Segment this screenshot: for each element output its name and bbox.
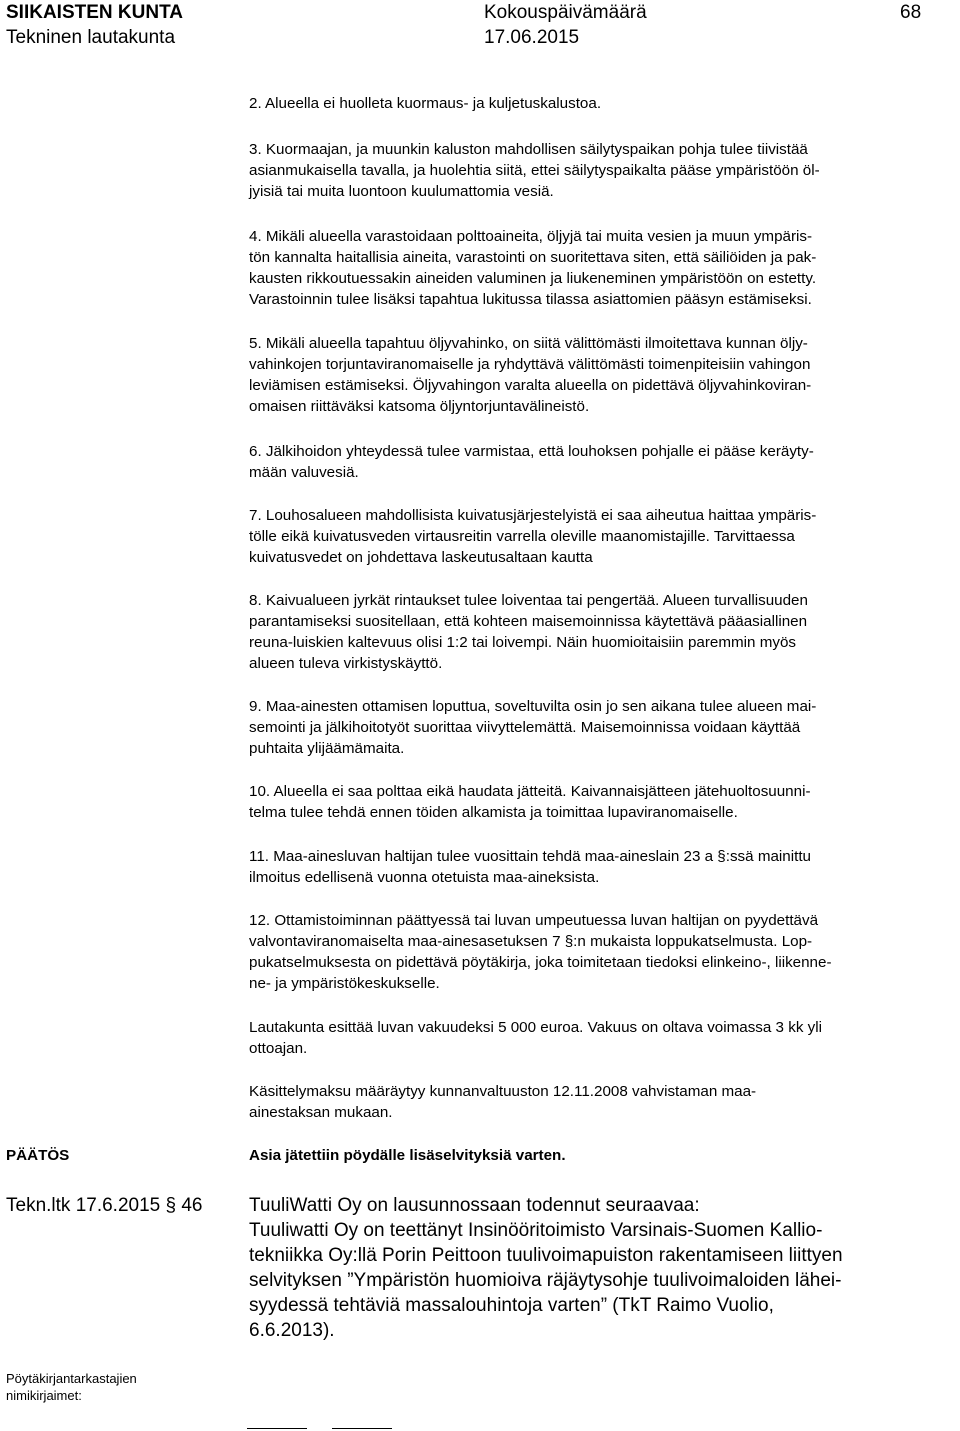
condition-6 <box>249 441 949 483</box>
text-line: 11. Maa-ainesluvan haltijan tulee vuosittain tehdä maa-aineslain 23 a §:ssä mainittu <box>249 848 811 865</box>
text-line: leviämisen estämiseksi. Öljyvahingon varalta alueella on pidettävä öljyvahinkoviran- <box>249 377 812 394</box>
text-line: jyisiä tai muita luontoon kuulumattomia vesiä. <box>249 183 554 200</box>
condition-7 <box>249 505 949 568</box>
text-line: Lautakunta esittää luvan vakuudeksi 5 000 euroa. Vakuus on oltava voimassa 3 kk yli <box>249 1019 822 1036</box>
text-line: semointi ja jälkihoitotyöt suorittaa viivyttelemättä. Maisemoinnissa voidaan käyttää <box>249 719 801 736</box>
text-line: telma tulee tehdä ennen töiden alkamista ja toimittaa lupaviranomaiselle. <box>249 804 738 821</box>
text-line: ottoajan. <box>249 1040 308 1057</box>
text-line: tölle eikä kuivatusveden virtausreitin varrella oleville maanomistajille. Tarvittaessa <box>249 528 795 545</box>
text-line: ilmoitus edellisenä vuonna otetuista maa-aineksista. <box>249 869 600 886</box>
meeting-date-label: Kokouspäivämäärä <box>484 2 647 23</box>
text-line: Käsittelymaksu määräytyy kunnanvaltuuston 12.11.2008 vahvistaman maa- <box>249 1083 757 1100</box>
board-name: Tekninen lautakunta <box>6 27 176 48</box>
text-line: Tuuliwatti Oy on teettänyt Insinööritoimisto Varsinais-Suomen Kallio- <box>249 1220 823 1241</box>
page-number: 68 <box>900 2 922 23</box>
text-line: 8. Kaivualueen jyrkät rintaukset tulee loiventaa tai pengertää. Alueen turvallisuuden <box>249 592 808 609</box>
text-line: asianmukaisella tavalla, ja huolehtia siitä, ettei säilytyspaikalta pääse ympäristöön öl- <box>249 162 820 179</box>
deposit-paragraph <box>249 1017 949 1059</box>
signature-line <box>332 1428 392 1429</box>
condition-8 <box>249 590 949 674</box>
text-line: kuivatusvedet on johdettava laskeutusaltaan kautta <box>249 549 593 566</box>
text-line: 6. Jälkihoidon yhteydessä tulee varmistaa, että louhoksen pohjalle ei pääse keräyty- <box>249 443 814 460</box>
condition-5 <box>249 333 949 417</box>
inspectors-initials-label <box>6 1370 137 1404</box>
text-line: valvontaviranomaiselta maa-ainesasetuksen 7 §:n mukaista loppukatselmusta. Lop- <box>249 933 813 950</box>
signature-line <box>247 1428 307 1429</box>
text-line: 7. Louhosalueen mahdollisista kuivatusjärjestelyistä ei saa aiheutua haittaa ympäris- <box>249 507 817 524</box>
condition-4 <box>249 226 949 310</box>
section-reference: Tekn.ltk 17.6.2015 § 46 <box>6 1195 203 1216</box>
text-line: 9. Maa-ainesten ottamisen loputtua, soveltuvilta osin jo sen aikana tulee alueen mai- <box>249 698 817 715</box>
text-line: TuuliWatti Oy on lausunnossaan todennut seuraavaa: <box>249 1195 700 1216</box>
text-line: 3. Kuormaajan, ja muunkin kaluston mahdollisen säilytyspaikan pohja tulee tiivistää <box>249 141 808 158</box>
text-line: ne- ja ympäristökeskukselle. <box>249 975 440 992</box>
text-line: 10. Alueella ei saa polttaa eikä haudata jätteitä. Kaivannaisjätteen jätehuoltosuunni- <box>249 783 811 800</box>
municipality-name: SIIKAISTEN KUNTA <box>6 2 183 23</box>
condition-10 <box>249 781 949 823</box>
fee-paragraph <box>249 1081 949 1123</box>
text-line: 4. Mikäli alueella varastoidaan polttoaineita, öljyjä tai muita vesien ja muun ympäris- <box>249 228 813 245</box>
text-line: Pöytäkirjantarkastajien <box>6 1371 137 1386</box>
decision-text: Asia jätettiin pöydälle lisäselvityksiä varten. <box>249 1147 566 1164</box>
text-line: pukatselmuksesta on pidettävä pöytäkirja, joka toimitetaan tiedoksi elinkeino-, liikenne- <box>249 954 832 971</box>
condition-12 <box>249 910 949 994</box>
text-line: alueen tuleva virkistyskäyttö. <box>249 655 443 672</box>
text-line: 6.6.2013). <box>249 1320 335 1341</box>
condition-2 <box>249 93 949 114</box>
condition-3 <box>249 139 949 202</box>
text-line: nimikirjaimet: <box>6 1388 82 1403</box>
section-46-body <box>249 1193 954 1343</box>
condition-11 <box>249 846 949 888</box>
text-line: vahinkojen torjuntaviranomaiselle ja ryhdyttävä välittömästi toimenpiteisiin vahingon <box>249 356 811 373</box>
text-line: 12. Ottamistoiminnan päättyessä tai luvan umpeutuessa luvan haltijan on pyydettävä <box>249 912 819 929</box>
text-line: mään valuvesiä. <box>249 464 359 481</box>
text-line: kausten rikkoutuessakin aineiden valuminen ja liukeneminen ympäristöön on estetty. <box>249 270 817 287</box>
text-line: 5. Mikäli alueella tapahtuu öljyvahinko, on siitä välittömästi ilmoitettava kunnan öljy- <box>249 335 808 352</box>
text-line: syydessä tehtäviä massalouhintoja varten” (TkT Raimo Vuolio, <box>249 1295 774 1316</box>
text-line: Varastoinnin tulee lisäksi tapahtua lukitussa tilassa asiattomien pääsyn estämiseksi. <box>249 291 812 308</box>
meeting-date: 17.06.2015 <box>484 27 580 48</box>
text-line: reuna-luiskien kaltevuus olisi 1:2 tai loivempi. Näin huomioitaisiin paremmin myös <box>249 634 796 651</box>
text-line: parantamiseksi suositellaan, että kohteen maisemoinnissa käytettävä pääasiallinen <box>249 613 808 630</box>
text-line: 2. Alueella ei huolleta kuormaus- ja kuljetuskalustoa. <box>249 95 602 112</box>
decision-label: PÄÄTÖS <box>6 1147 70 1164</box>
condition-9 <box>249 696 949 759</box>
text-line: puhtaita ylijäämämaita. <box>249 740 405 757</box>
text-line: tön kannalta haitallisia aineita, varastointi on suoritettava siten, että säiliöiden ja pak- <box>249 249 817 266</box>
text-line: ainestaksan mukaan. <box>249 1104 393 1121</box>
text-line: selvityksen ”Ympäristön huomioiva räjäytysohje tuulivoimaloiden lähei- <box>249 1270 842 1291</box>
text-line: tekniikka Oy:llä Porin Peittoon tuulivoimapuiston rakentamiseen liittyen <box>249 1245 843 1266</box>
text-line: omaisen riittäväksi katsoma öljyntorjuntavälineistö. <box>249 398 590 415</box>
